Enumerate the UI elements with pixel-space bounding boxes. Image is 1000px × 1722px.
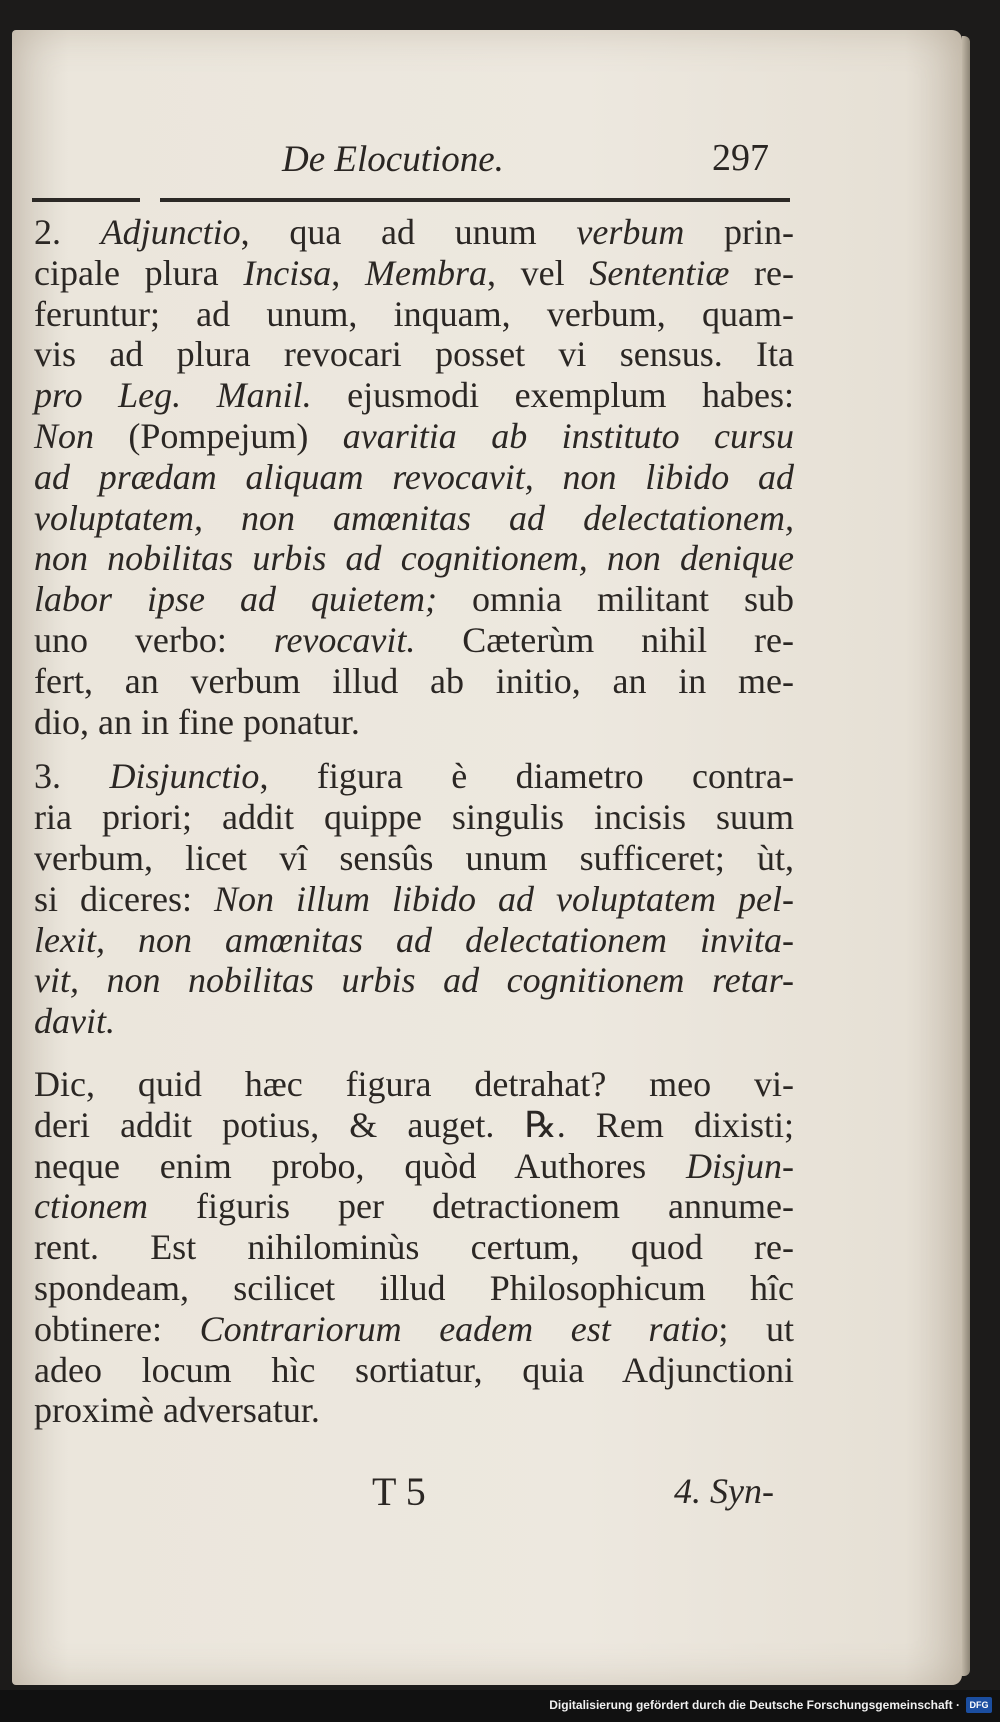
- text: ria priori; addit quippe singulis incisis suum: [34, 797, 794, 838]
- text: ,: [331, 252, 365, 293]
- text-line: [34, 212, 794, 253]
- italic-text: non nobilitas urbis ad cognitionem, non denique: [34, 538, 794, 579]
- text-line: [34, 797, 794, 838]
- text-line: [34, 756, 794, 797]
- italic-text: Disjunctio: [109, 756, 260, 797]
- dfg-logo-icon: DFG: [966, 1697, 992, 1713]
- text-line: [34, 457, 794, 498]
- italic-text: Contrariorum eadem est ratio: [199, 1308, 719, 1349]
- text-line: [34, 538, 794, 579]
- paragraph: [34, 1064, 794, 1431]
- text-line: [34, 1064, 794, 1105]
- italic-text: revocavit.: [273, 619, 416, 660]
- text: , vel: [486, 252, 590, 293]
- text: adeo locum hìc sortiatur, quia Adjunctioni: [34, 1349, 794, 1390]
- text: proximè adversatur.: [34, 1390, 320, 1431]
- text-line: [34, 920, 794, 961]
- text-line: [34, 294, 794, 335]
- text-line: [34, 1001, 794, 1042]
- text-line: [34, 416, 794, 457]
- italic-text: ctionem: [34, 1186, 148, 1227]
- text-line: [34, 253, 794, 294]
- catchword: 4. Syn-: [674, 1471, 774, 1511]
- text: figuris per detractionem annume-: [147, 1186, 794, 1227]
- text: fert, an verbum illud ab initio, an in me-: [34, 660, 794, 701]
- text-line: [34, 1186, 794, 1227]
- text: uno verbo:: [34, 619, 274, 660]
- text: re-: [729, 252, 794, 293]
- italic-text: Non: [34, 415, 95, 456]
- text-line: [34, 579, 794, 620]
- italic-text: pro Leg. Manil.: [34, 375, 312, 416]
- text: , qua ad unum: [240, 212, 577, 252]
- italic-text: Non illum libido ad voluptatem pel-: [213, 878, 795, 919]
- text: , figura è diametro contra-: [259, 756, 794, 797]
- italic-text: voluptatem, non amœnitas ad delectationem,: [34, 497, 794, 538]
- text-line: [34, 661, 794, 702]
- page-number: 297: [712, 137, 769, 179]
- text: cipale plura: [34, 252, 244, 293]
- header-rule-left: [32, 198, 140, 202]
- text: vis ad plura revocari posset vi sensus. Ita: [34, 334, 794, 375]
- italic-text: Membra: [365, 252, 487, 293]
- text: (Pompejum): [94, 415, 343, 456]
- italic-text: Adjunctio: [100, 212, 241, 252]
- text-line: [34, 1227, 794, 1268]
- text: feruntur; ad unum, inquam, verbum, quam-: [34, 293, 794, 334]
- text: obtinere:: [34, 1308, 200, 1349]
- page-edge: [962, 36, 970, 1676]
- signature-mark: T 5: [372, 1469, 426, 1514]
- text-line: [34, 702, 794, 743]
- text-line: [34, 334, 794, 375]
- text: prin-: [684, 212, 795, 252]
- text-line: [34, 620, 794, 661]
- text-line: [34, 1390, 794, 1431]
- text: dio, an in fine ponatur.: [34, 701, 360, 742]
- text-line: [34, 879, 794, 920]
- italic-text: labor ipse ad quietem;: [34, 579, 437, 620]
- italic-text: vit, non nobilitas urbis ad cognitionem retar-: [34, 960, 794, 1001]
- paragraph: [34, 212, 794, 742]
- text: Dic, quid hæc figura detrahat? meo vi-: [34, 1063, 794, 1104]
- text-line: [34, 375, 794, 416]
- text: spondeam, scilicet illud Philosophicum hîc: [34, 1267, 794, 1308]
- text-line: [34, 1309, 794, 1350]
- text-line: [34, 960, 794, 1001]
- running-head: De Elocutione.: [282, 139, 504, 180]
- text-line: [34, 838, 794, 879]
- text: rent. Est nihilominùs certum, quod re-: [34, 1227, 794, 1268]
- book-page: [12, 30, 962, 1685]
- text: si diceres:: [34, 878, 214, 919]
- text: ejusmodi exemplum habes:: [311, 375, 794, 416]
- text: neque enim probo, quòd Authores: [34, 1145, 686, 1186]
- text-line: [34, 1105, 794, 1146]
- text-line: [34, 1146, 794, 1187]
- text-line: [34, 498, 794, 539]
- page-header: [12, 110, 962, 180]
- credit-bar: [0, 1690, 1000, 1722]
- paragraph: [34, 756, 794, 1042]
- text-line: [34, 1268, 794, 1309]
- text-line: [34, 1350, 794, 1391]
- text: 3.: [34, 756, 110, 797]
- text: Cæterùm nihil re-: [415, 619, 794, 660]
- text: omnia militant sub: [436, 579, 794, 620]
- italic-text: ad prædam aliquam revocavit, non libido ad: [34, 456, 794, 497]
- text: verbum, licet vî sensûs unum sufficeret; ùt,: [34, 837, 794, 878]
- text: ; ut: [718, 1308, 794, 1349]
- text: deri addit potius, & auget. ℞. Rem dixisti;: [34, 1104, 794, 1145]
- text: 2.: [34, 212, 101, 252]
- italic-text: Incisa: [243, 252, 332, 293]
- digitization-credit: Digitalisierung gefördert durch die Deutsche Forschungsgemeinschaft ·: [549, 1698, 960, 1712]
- page-footer: [12, 1468, 962, 1518]
- italic-text: avaritia ab instituto cursu: [342, 415, 794, 456]
- italic-text: davit.: [34, 1001, 115, 1042]
- body-text: [34, 212, 794, 1445]
- italic-text: verbum: [576, 212, 685, 252]
- italic-text: Disjun-: [686, 1145, 794, 1186]
- italic-text: Sententiæ: [589, 252, 730, 293]
- header-rule-right: [160, 198, 790, 202]
- italic-text: lexit, non amœnitas ad delectationem invita-: [34, 919, 794, 960]
